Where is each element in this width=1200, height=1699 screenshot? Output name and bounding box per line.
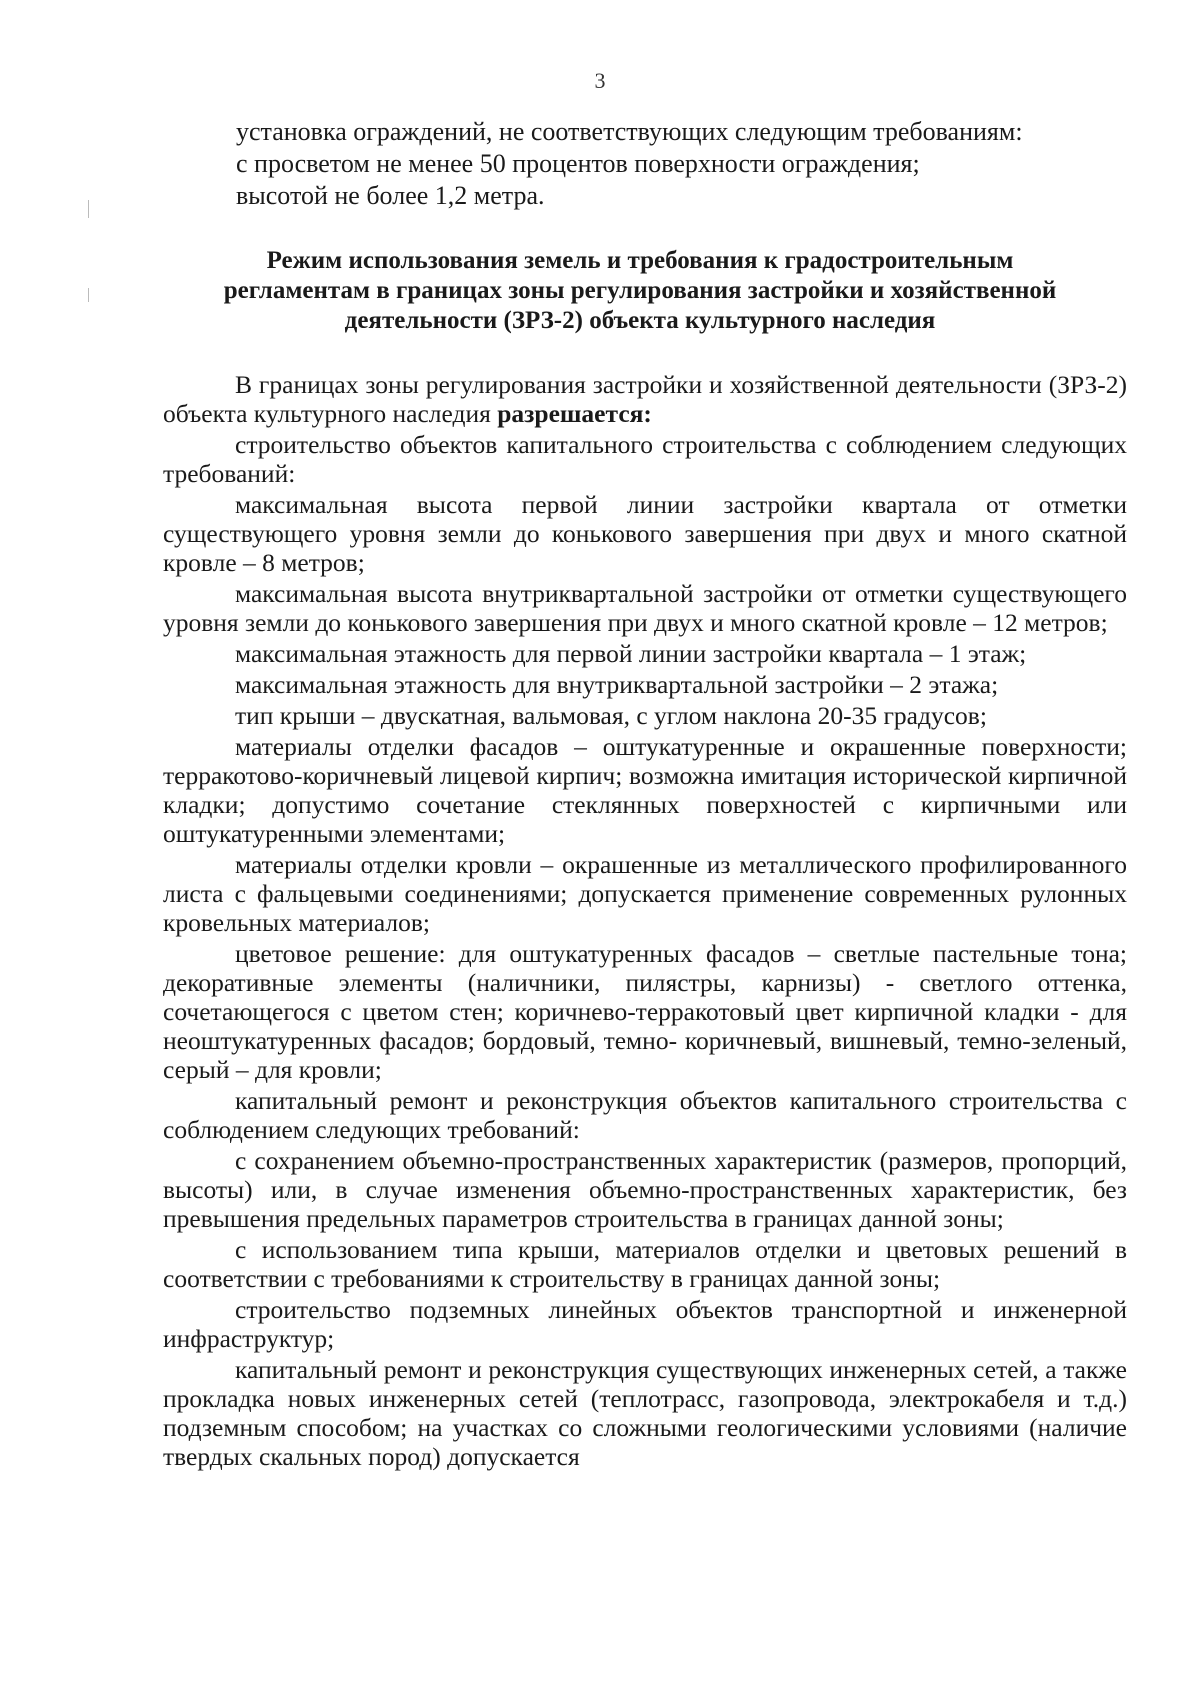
paragraph: максимальная этажность для первой линии застройки квартала – 1 этаж; [235, 639, 1027, 668]
paragraph: строительство подземных линейных объектов транспортной и инженерной инфраструктур; [163, 1295, 1127, 1353]
paragraph: капитальный ремонт и реконструкция объектов капитального строительства с соблюдением следующих требований: [163, 1086, 1127, 1144]
document-body [163, 370, 1127, 1473]
intro-block [236, 116, 1116, 212]
page-number: 3 [594, 68, 606, 93]
paragraph: максимальная высота внутриквартальной застройки от отметки существующего уровня земли до конькового завершения при двух и много скатной кровле – 12 метров; [163, 579, 1127, 637]
paragraph: тип крыши – двускатная, вальмовая, с углом наклона 20-35 градусов; [235, 701, 987, 730]
margin-mark [88, 288, 89, 302]
section-heading [150, 246, 1130, 336]
paragraph: материалы отделки фасадов – оштукатуренные и окрашенные поверхности; терракотово-коричневый лицевой кирпич; возможна имитация исторической кирпичной кладки; допустимо сочетание стеклянных поверхностей с кирпичными или оштукатуренными элементами; [163, 732, 1127, 848]
paragraph: с сохранением объемно-пространственных характеристик (размеров, пропорций, высоты) или, в случае изменения объемно-пространственных характеристик, без превышения предельных параметров строительства в границах данной зоны; [163, 1146, 1127, 1233]
intro-line: высотой не более 1,2 метра. [236, 181, 545, 210]
paragraph: с использованием типа крыши, материалов отделки и цветовых решений в соответствии с требованиями к строительству в границах данной зоны; [163, 1235, 1127, 1293]
heading-line: Режим использования земель и требования к градостроительным [266, 247, 1014, 274]
heading-line: регламентам в границах зоны регулирования застройки и хозяйственной [223, 277, 1057, 304]
paragraph-text: В границах зоны регулирования застройки и хозяйственной деятельности (ЗРЗ-2) объекта культурного наследия [163, 370, 1127, 428]
margin-mark [88, 200, 89, 218]
paragraph: материалы отделки кровли – окрашенные из металлического профилированного листа с фальцевыми соединениями; допускается применение современных рулонных кровельных материалов; [163, 850, 1127, 937]
paragraph: строительство объектов капитального строительства с соблюдением следующих требований: [163, 430, 1127, 488]
intro-line: с просветом не менее 50 процентов поверхности ограждения; [236, 149, 920, 178]
paragraph-intro [163, 370, 1127, 428]
allowed-label: разрешается: [497, 399, 652, 428]
heading-line: деятельности (ЗРЗ-2) объекта культурного наследия [344, 307, 936, 334]
paragraph: капитальный ремонт и реконструкция существующих инженерных сетей, а также прокладка новых инженерных сетей (теплотрасс, газопровода, электрокабеля и т.д.) подземным способом; на участках со сложными геологическими условиями (наличие твердых скальных пород) допускается [163, 1355, 1127, 1471]
paragraph: максимальная этажность для внутриквартальной застройки – 2 этажа; [235, 670, 999, 699]
intro-line: установка ограждений, не соответствующих следующим требованиям: [236, 117, 1023, 146]
paragraph: цветовое решение: для оштукатуренных фасадов – светлые пастельные тона; декоративные элементы (наличники, пилястры, карнизы) - светлого оттенка, сочетающегося с цветом стен; коричнево-терракотовый цвет кирпичной кладки - для неоштукатуренных фасадов; бордовый, темно- коричневый, вишневый, темно-зеленый, серый – для кровли; [163, 939, 1127, 1084]
paragraph: максимальная высота первой линии застройки квартала от отметки существующего уровня земли до конькового завершения при двух и много скатной кровле – 8 метров; [163, 490, 1127, 577]
